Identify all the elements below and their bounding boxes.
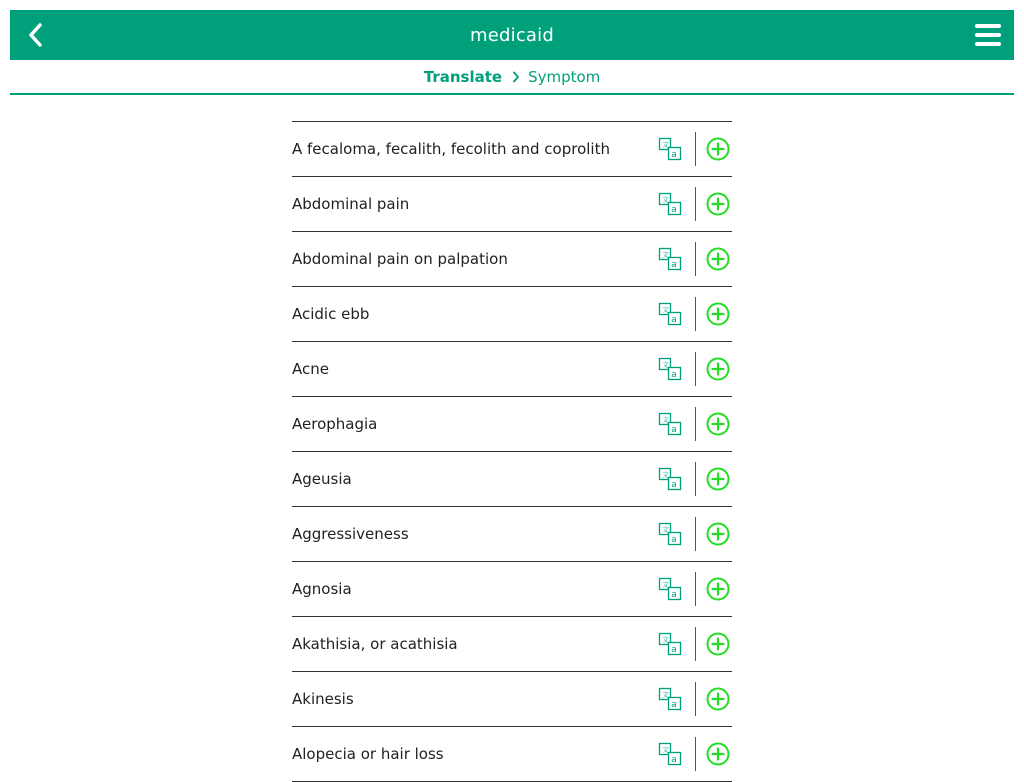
divider [695, 352, 696, 386]
divider [695, 572, 696, 606]
back-button[interactable] [20, 19, 52, 51]
breadcrumb [10, 60, 1014, 95]
translate-icon[interactable] [657, 301, 683, 327]
divider [695, 407, 696, 441]
translate-icon[interactable] [657, 246, 683, 272]
svg-text:文: 文 [662, 196, 669, 204]
symptom-label: Acidic ebb [292, 305, 370, 323]
app-header [10, 10, 1014, 60]
list-item[interactable] [292, 397, 732, 452]
divider [695, 517, 696, 551]
svg-text:a: a [671, 260, 677, 271]
svg-text:文: 文 [662, 746, 669, 754]
symptom-label: Akinesis [292, 690, 354, 708]
divider [695, 297, 696, 331]
chevron-left-icon [26, 22, 46, 48]
divider [695, 462, 696, 496]
list-item[interactable] [292, 122, 732, 177]
breadcrumb-translate[interactable]: Translate [423, 67, 503, 86]
list-item[interactable] [292, 287, 732, 342]
plus-circle-icon[interactable] [706, 357, 730, 381]
breadcrumb-symptom: Symptom [528, 67, 601, 86]
translate-icon[interactable] [657, 631, 683, 657]
divider [695, 242, 696, 276]
svg-text:a: a [671, 700, 677, 711]
svg-text:文: 文 [662, 581, 669, 589]
divider [695, 132, 696, 166]
list-item[interactable] [292, 562, 732, 617]
svg-text:a: a [671, 425, 677, 436]
symptom-label: Abdominal pain on palpation [292, 250, 508, 268]
page-title: medicaid [470, 24, 554, 46]
svg-text:a: a [671, 755, 677, 766]
plus-circle-icon[interactable] [706, 302, 730, 326]
divider [695, 737, 696, 771]
translate-icon[interactable] [657, 356, 683, 382]
translate-icon[interactable] [657, 466, 683, 492]
list-item[interactable] [292, 672, 732, 727]
svg-text:文: 文 [662, 691, 669, 699]
symptom-label: Ageusia [292, 470, 352, 488]
symptom-label: Akathisia, or acathisia [292, 635, 458, 653]
plus-circle-icon[interactable] [706, 742, 730, 766]
translate-icon[interactable] [657, 411, 683, 437]
svg-text:a: a [671, 205, 677, 216]
svg-text:a: a [671, 480, 677, 491]
svg-text:a: a [671, 590, 677, 601]
symptom-label: Acne [292, 360, 329, 378]
translate-icon[interactable] [657, 686, 683, 712]
svg-text:文: 文 [662, 416, 669, 424]
svg-text:a: a [671, 150, 677, 161]
plus-circle-icon[interactable] [706, 247, 730, 271]
chevron-right-icon [512, 71, 520, 83]
plus-circle-icon[interactable] [706, 522, 730, 546]
svg-text:a: a [671, 315, 677, 326]
svg-text:a: a [671, 535, 677, 546]
symptom-label: Aggressiveness [292, 525, 409, 543]
list-item[interactable] [292, 232, 732, 287]
plus-circle-icon[interactable] [706, 687, 730, 711]
list-item[interactable] [292, 342, 732, 397]
divider [695, 682, 696, 716]
plus-circle-icon[interactable] [706, 137, 730, 161]
translate-icon[interactable] [657, 576, 683, 602]
svg-text:文: 文 [662, 526, 669, 534]
symptom-list [292, 121, 732, 782]
symptom-label: Abdominal pain [292, 195, 410, 213]
plus-circle-icon[interactable] [706, 192, 730, 216]
divider [695, 627, 696, 661]
plus-circle-icon[interactable] [706, 577, 730, 601]
svg-text:a: a [671, 645, 677, 656]
list-item[interactable] [292, 727, 732, 782]
svg-text:文: 文 [662, 306, 669, 314]
menu-button[interactable] [972, 19, 1004, 51]
hamburger-menu-icon [974, 23, 1002, 47]
svg-text:文: 文 [662, 141, 669, 149]
svg-text:文: 文 [662, 251, 669, 259]
svg-text:文: 文 [662, 636, 669, 644]
symptom-label: Alopecia or hair loss [292, 745, 444, 763]
symptom-label: Aerophagia [292, 415, 378, 433]
svg-text:文: 文 [662, 361, 669, 369]
plus-circle-icon[interactable] [706, 467, 730, 491]
plus-circle-icon[interactable] [706, 632, 730, 656]
list-item[interactable] [292, 617, 732, 672]
translate-icon[interactable] [657, 136, 683, 162]
list-item[interactable] [292, 177, 732, 232]
list-item[interactable] [292, 507, 732, 562]
translate-icon[interactable] [657, 191, 683, 217]
symptom-label: A fecaloma, fecalith, fecolith and coprolith [292, 140, 610, 158]
list-item[interactable] [292, 452, 732, 507]
svg-text:a: a [671, 370, 677, 381]
svg-text:文: 文 [662, 471, 669, 479]
translate-icon[interactable] [657, 521, 683, 547]
plus-circle-icon[interactable] [706, 412, 730, 436]
symptom-label: Agnosia [292, 580, 352, 598]
divider [695, 187, 696, 221]
translate-icon[interactable] [657, 741, 683, 767]
